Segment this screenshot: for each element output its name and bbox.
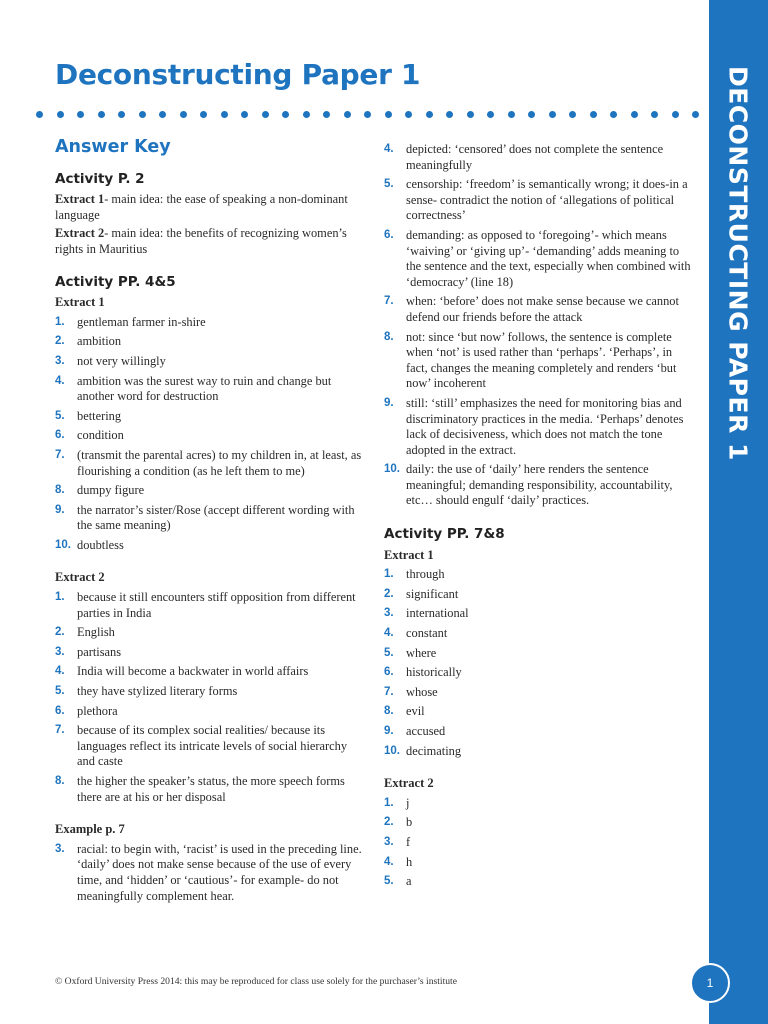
answer-item — [55, 354, 365, 370]
answer-item — [384, 665, 696, 681]
answer-item — [384, 835, 696, 851]
item-text: a — [406, 874, 412, 889]
item-text: they have stylized literary forms — [77, 684, 238, 699]
divider-dot — [385, 111, 392, 118]
pp78-extract2-list — [384, 796, 696, 890]
item-text: condition — [77, 428, 124, 443]
item-number: 3. — [55, 645, 65, 658]
divider-dot — [672, 111, 679, 118]
answer-item — [55, 503, 365, 534]
item-number: 7. — [384, 685, 394, 698]
divider-dot — [118, 111, 125, 118]
example-continued-list — [384, 142, 696, 509]
answer-item — [55, 625, 365, 641]
pp45-extract2-label: Extract 2 — [55, 570, 105, 585]
item-number: 8. — [55, 775, 65, 787]
activity-p2-extract2: Extract 2- main idea: the benefits of recognizing women’s rights in Mauritius — [55, 226, 347, 256]
item-number: 1. — [384, 568, 394, 581]
item-number: 5. — [384, 875, 394, 888]
item-text: English — [77, 625, 115, 640]
answer-item — [55, 428, 365, 444]
item-text: decimating — [406, 743, 462, 758]
divider-dot — [528, 111, 535, 118]
item-text: accused — [406, 724, 446, 738]
answer-item — [55, 664, 365, 680]
item-text: international — [406, 606, 469, 621]
item-text: h — [406, 854, 413, 869]
divider-dot — [77, 111, 84, 118]
page-title: Deconstructing Paper 1 — [55, 58, 421, 91]
answer-item — [384, 685, 696, 701]
item-text: censorship: ‘freedom’ is semantically wrong; it does-in a sense- contradict the notion of ‘allegations of political correctness’ — [406, 177, 688, 223]
item-text: whose — [406, 684, 438, 699]
answer-item — [55, 538, 365, 554]
divider-dot — [590, 111, 597, 118]
answer-item — [55, 723, 365, 770]
answer-item — [384, 396, 696, 458]
item-text: demanding: as opposed to ‘foregoing’- which means ‘waiving’ or ‘giving up’- ‘demanding’ adds meaning to the sentence and the text, especially when combined with ‘democracy’ (line 18) — [406, 227, 691, 289]
divider-dot — [508, 111, 515, 118]
item-number: 3. — [55, 842, 65, 855]
pp45-extract2-list — [55, 590, 365, 805]
item-text: because it still encounters stiff opposition from different parties in India — [77, 590, 356, 620]
item-text: gentleman farmer in-shire — [77, 314, 206, 329]
answer-item — [55, 483, 365, 499]
item-number: 4. — [384, 627, 394, 640]
example-p7-label: Example p. 7 — [55, 822, 125, 837]
divider-dot — [569, 111, 576, 118]
item-text: b — [406, 815, 413, 830]
divider-dot — [364, 111, 371, 118]
divider-dot — [631, 111, 638, 118]
divider-dot — [221, 111, 228, 118]
answer-item — [384, 626, 696, 642]
item-number: 7. — [55, 448, 65, 461]
answer-item — [384, 796, 696, 812]
answer-item — [55, 334, 365, 350]
item-text: j — [406, 795, 410, 810]
item-number: 7. — [55, 724, 65, 737]
item-text: India will become a backwater in world affairs — [77, 664, 309, 679]
item-text: ambition was the surest way to ruin and change but another word for destruction — [77, 373, 332, 404]
right-column — [384, 138, 696, 890]
item-text: through — [406, 567, 445, 582]
item-text: the narrator’s sister/Rose (accept different wording with the same meaning) — [77, 502, 355, 533]
divider-dot — [446, 111, 453, 118]
answer-item — [55, 409, 365, 425]
item-text: dumpy figure — [77, 483, 145, 498]
answer-item — [384, 587, 696, 603]
answer-item — [384, 606, 696, 622]
answer-item — [384, 462, 696, 509]
divider-dot — [487, 111, 494, 118]
item-number: 5. — [55, 685, 65, 698]
item-number: 7. — [384, 295, 394, 308]
item-text: racial: to begin with, ‘racist’ is used in the preceding line. ‘daily’ does not make sense because of the use of every time, and ‘hidden’ or ‘cautious’- for example- do not meaningfully complement hear. — [77, 841, 362, 903]
answer-item — [55, 645, 365, 661]
divider-dot — [139, 111, 146, 118]
item-number: 1. — [55, 591, 65, 604]
divider-dot — [241, 111, 248, 118]
item-number: 6. — [55, 429, 65, 442]
divider-dot — [180, 111, 187, 118]
divider-dot — [405, 111, 412, 118]
dotted-divider — [36, 111, 704, 121]
item-number: 4. — [55, 665, 65, 678]
answer-item — [384, 142, 696, 173]
sidebar-title: DECONSTRUCTING PAPER 1 — [723, 66, 753, 461]
item-text: depicted: ‘censored’ does not complete the sentence meaningfully — [406, 142, 664, 172]
answer-item — [384, 874, 696, 890]
item-text: partisans — [77, 644, 122, 659]
answer-item — [384, 228, 696, 290]
pp78-extract1-list — [384, 567, 696, 759]
item-text: significant — [406, 586, 459, 601]
copyright-footer: © Oxford University Press 2014: this may be reproduced for class use solely for the purchaser’s institute — [55, 976, 457, 987]
item-number: 8. — [384, 330, 394, 343]
item-text: evil — [406, 704, 425, 719]
answer-item — [384, 294, 696, 325]
divider-dot — [467, 111, 474, 118]
item-text: bettering — [77, 408, 122, 423]
pp45-extract1-list — [55, 315, 365, 554]
divider-dot — [303, 111, 310, 118]
item-number: 5. — [384, 646, 394, 659]
divider-dot — [549, 111, 556, 118]
page-number: 1 — [690, 963, 730, 1003]
item-number: 3. — [55, 354, 65, 367]
item-number: 9. — [55, 503, 65, 516]
item-text: historically — [406, 665, 462, 680]
activity-p2-heading: Activity P. 2 — [55, 170, 145, 187]
item-text: (transmit the parental acres) to my children in, at least, as flourishing a condition (as he left them to me) — [77, 447, 362, 478]
divider-dot — [610, 111, 617, 118]
item-number: 2. — [384, 816, 394, 829]
sidebar-banner — [709, 0, 768, 1024]
item-number: 4. — [384, 855, 394, 868]
item-number: 10. — [384, 744, 400, 757]
item-text: because of its complex social realities/ because its languages reflect its intricate levels of social hierarchy and caste — [77, 723, 348, 769]
item-number: 1. — [384, 796, 394, 809]
item-number: 4. — [55, 374, 65, 387]
item-number: 6. — [384, 228, 394, 241]
activity-pp45-heading: Activity PP. 4&5 — [55, 273, 176, 290]
item-number: 2. — [55, 626, 65, 639]
answer-item — [384, 704, 696, 720]
divider-dot — [426, 111, 433, 118]
answer-item — [55, 704, 365, 720]
answer-item — [55, 842, 365, 904]
item-number: 5. — [384, 178, 394, 191]
item-number: 10. — [55, 538, 71, 551]
item-text: ambition — [77, 334, 122, 349]
pp78-extract1-label: Extract 1 — [384, 547, 434, 562]
item-text: daily: the use of ‘daily’ here renders the sentence meaningful; demanding responsibility, accountability, etc… should engulf ‘daily’ practices. — [406, 462, 673, 508]
answer-item — [55, 684, 365, 700]
item-number: 2. — [384, 587, 394, 600]
item-text: doubtless — [77, 537, 124, 552]
item-number: 8. — [55, 484, 65, 497]
answer-item — [384, 724, 696, 740]
item-number: 9. — [384, 725, 394, 737]
divider-dot — [323, 111, 330, 118]
pp78-extract2-label: Extract 2 — [384, 776, 434, 791]
item-number: 3. — [384, 607, 394, 620]
answer-item — [55, 448, 365, 479]
divider-dot — [282, 111, 289, 118]
answer-item — [384, 855, 696, 871]
pp45-extract1-label: Extract 1 — [55, 295, 105, 310]
item-text: where — [406, 645, 437, 660]
item-number: 6. — [384, 666, 394, 679]
item-text: still: ‘still’ emphasizes the need for monitoring bias and discriminatory practices in the media. ‘Perhaps’ denotes lack of decisiveness, which does not match the tone adopted in the extract. — [406, 395, 684, 457]
answer-item — [384, 177, 696, 224]
item-number: 2. — [55, 335, 65, 348]
answer-item — [384, 646, 696, 662]
item-number: 9. — [384, 396, 394, 409]
divider-dot — [200, 111, 207, 118]
item-text: f — [406, 834, 411, 849]
divider-dot — [651, 111, 658, 118]
divider-dot — [344, 111, 351, 118]
divider-dot — [57, 111, 64, 118]
left-column — [55, 137, 365, 904]
item-number: 1. — [55, 315, 65, 328]
divider-dot — [262, 111, 269, 118]
answer-item — [55, 590, 365, 621]
item-text: the higher the speaker’s status, the more speech forms there are at his or her disposal — [77, 774, 345, 804]
divider-dot — [36, 111, 43, 118]
divider-dot — [159, 111, 166, 118]
answer-item — [384, 815, 696, 831]
item-text: plethora — [77, 703, 118, 718]
activity-pp78-heading: Activity PP. 7&8 — [384, 526, 505, 543]
item-number: 5. — [55, 409, 65, 422]
divider-dot — [98, 111, 105, 118]
item-number: 6. — [55, 704, 65, 717]
answer-item — [384, 330, 696, 392]
item-text: when: ‘before’ does not make sense because we cannot defend our friends before the attack — [406, 294, 679, 324]
answer-item — [384, 567, 696, 583]
item-text: constant — [406, 626, 448, 641]
answer-item — [55, 315, 365, 331]
item-text: not: since ‘but now’ follows, the sentence is complete when ‘not’ is used rather than ‘perhaps’. ‘Perhaps’, in fact, changes the meaning completely and renders ‘but now’ incoherent — [406, 329, 677, 391]
item-text: not very willingly — [77, 353, 166, 368]
activity-p2-extract1: Extract 1- main idea: the ease of speaking a non-dominant language — [55, 192, 348, 222]
answer-key-heading: Answer Key — [55, 137, 171, 157]
item-number: 10. — [384, 463, 400, 476]
example-p7-list — [55, 842, 365, 904]
item-number: 3. — [384, 835, 394, 848]
answer-item — [55, 374, 365, 405]
answer-item — [384, 744, 696, 760]
item-number: 8. — [384, 705, 394, 718]
answer-item — [55, 774, 365, 805]
divider-dot — [692, 111, 699, 118]
item-number: 4. — [384, 143, 394, 155]
